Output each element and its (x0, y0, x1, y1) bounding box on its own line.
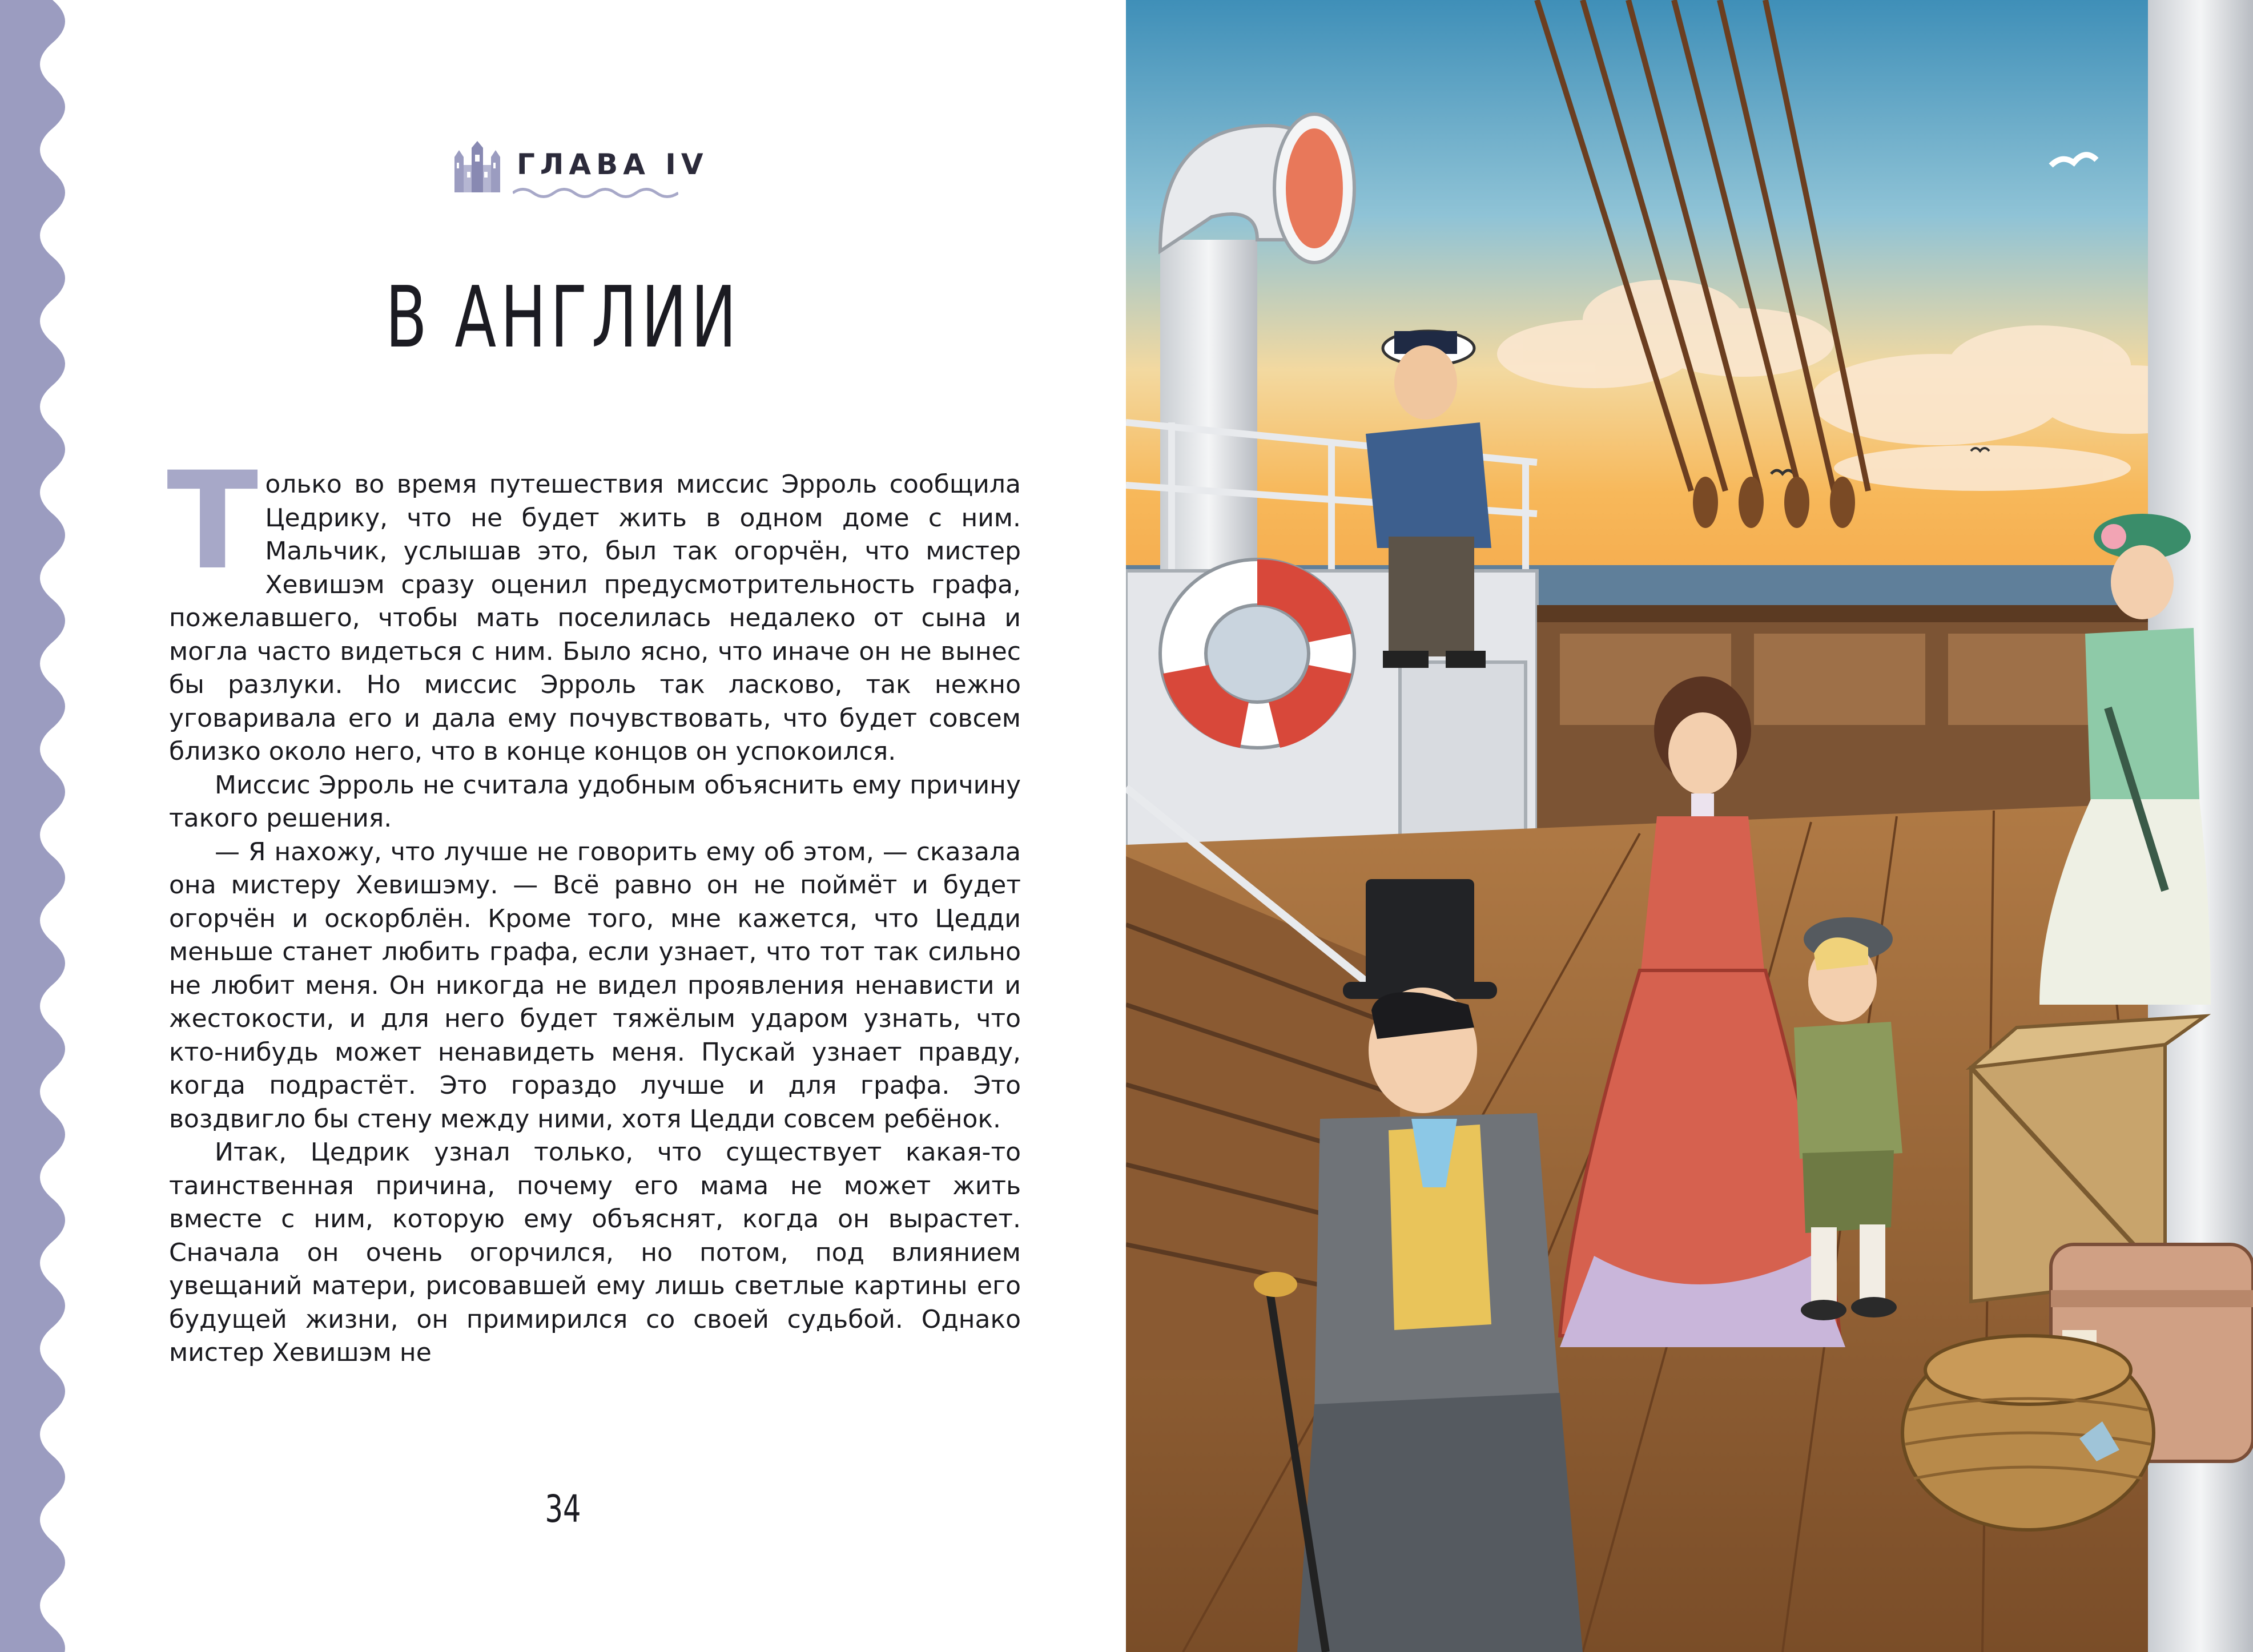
paragraph: Миссис Эрроль не считала удобным объяснить ему причину такого решения. (169, 770, 1021, 833)
left-page (0, 0, 1126, 1652)
paragraph-text: олько во время путешествия миссис Эрроль сообщила Цедрику, что не будет жить в одном доме с ним. Мальчик, услышав это, был так огорчён, что мистер Хевишэм сразу оценил предусмотрительность графа, пожелавшего, чтобы мать поселилась недалеко от сына и могла часто видеться с ним. Было ясно, что иначе он не вынес бы разлуки. Но миссис Эрроль так ласково, так нежно уговаривала его и дала ему почувствовать, что будет совсем близко около него, что в конце концов он успокоился. (169, 470, 1021, 766)
drop-cap: Т (167, 444, 259, 599)
body-text (167, 444, 1021, 1370)
bulwark-panels (1560, 634, 2119, 725)
paragraph (167, 444, 1021, 769)
wave-underline-icon (513, 186, 678, 200)
page-number: 34 (545, 1487, 581, 1531)
paragraph: Итак, Цедрик узнал только, что существует какая-то таинственная причина, почему его мама не может жить вместе с ним, которую ему объяснят, когда он вырастет. Сначала он очень огорчился, но потом, под влиянием увещаний матери, рисовавшей ему лишь светлые картины его будущей жизни, он примирился со своей судьбой. Однако мистер Хевишэм не (169, 1138, 1021, 1367)
castle-icon (451, 140, 504, 192)
wavy-border (0, 0, 86, 1652)
life-ring-icon (1160, 559, 1354, 748)
paragraph: — Я нахожу, что лучше не говорить ему об этом, — сказала она мистеру Хевишэму. — Всё равно он не поймёт и будет огорчён и оскорблён. Кроме того, мне кажется, что Цедди меньше станет любить графа, если узнает, что тот так сильно не любит меня. Он никогда не видел проявления ненависти и жестокости, и для него будет тяжёлым ударом узнать, что кто-нибудь может ненавидеть меня. Пускай узнает правду, когда подрастёт. Это гораздо лучше и для графа. Это воздвигло бы стену между ними, хотя Цедди совсем ребёнок. (169, 837, 1021, 1134)
ship-deck-illustration (1126, 0, 2253, 1652)
chapter-header (451, 140, 709, 203)
wicker-basket (1902, 1336, 2154, 1530)
chapter-label: ГЛАВА IV (517, 148, 709, 181)
chapter-title: В АНГЛИИ (385, 268, 741, 366)
